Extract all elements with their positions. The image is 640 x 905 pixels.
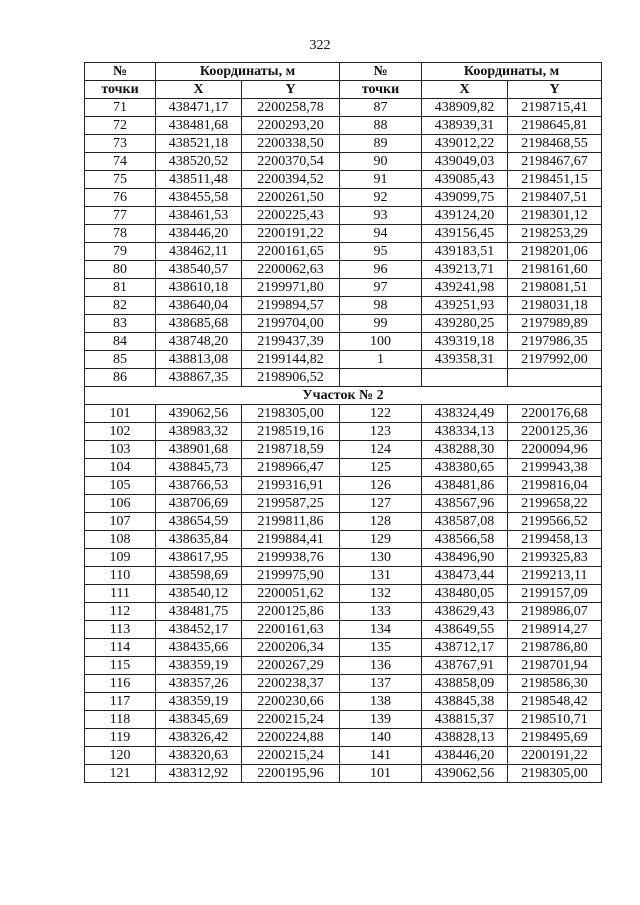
y-coordinate-cell: 2198305,00 <box>508 765 602 783</box>
x-coordinate-cell: 439183,51 <box>422 243 508 261</box>
point-number-cell: 139 <box>340 711 422 729</box>
y-coordinate-cell: 2198586,30 <box>508 675 602 693</box>
x-coordinate-cell: 438455,58 <box>156 189 242 207</box>
point-number-cell: 76 <box>85 189 156 207</box>
x-coordinate-cell: 438473,44 <box>422 567 508 585</box>
point-number-cell: 104 <box>85 459 156 477</box>
point-number-cell <box>340 369 422 387</box>
x-coordinate-cell: 438446,20 <box>422 747 508 765</box>
section-1-body <box>85 99 602 387</box>
x-coordinate-cell: 438461,53 <box>156 207 242 225</box>
point-number-cell: 119 <box>85 729 156 747</box>
y-coordinate-cell: 2200161,63 <box>242 621 340 639</box>
point-number-cell: 129 <box>340 531 422 549</box>
y-coordinate-cell: 2200125,36 <box>508 423 602 441</box>
coordinates-header-2: Координаты, м <box>422 63 602 81</box>
point-number-cell: 113 <box>85 621 156 639</box>
table-row <box>85 693 602 711</box>
x-coordinate-cell: 438481,75 <box>156 603 242 621</box>
x-coordinate-cell: 438288,30 <box>422 441 508 459</box>
table-row <box>85 243 602 261</box>
section-title: Участок № 2 <box>85 387 602 405</box>
x-coordinate-cell: 438540,57 <box>156 261 242 279</box>
y-coordinate-cell <box>508 369 602 387</box>
y-coordinate-cell: 2200267,29 <box>242 657 340 675</box>
point-number-cell: 117 <box>85 693 156 711</box>
y-coordinate-cell: 2199458,13 <box>508 531 602 549</box>
y-coordinate-cell: 2198718,59 <box>242 441 340 459</box>
y-coordinate-cell: 2198786,80 <box>508 639 602 657</box>
point-number-cell: 141 <box>340 747 422 765</box>
point-number-cell: 126 <box>340 477 422 495</box>
y-coordinate-cell: 2199316,91 <box>242 477 340 495</box>
x-coordinate-cell <box>422 369 508 387</box>
y-coordinate-cell: 2200261,50 <box>242 189 340 207</box>
y-coordinate-cell: 2200225,43 <box>242 207 340 225</box>
x-coordinate-cell: 438540,12 <box>156 585 242 603</box>
y-coordinate-cell: 2199971,80 <box>242 279 340 297</box>
x-coordinate-cell: 438480,05 <box>422 585 508 603</box>
table-row <box>85 189 602 207</box>
x-coordinate-cell: 439251,93 <box>422 297 508 315</box>
point-number-cell: 101 <box>340 765 422 783</box>
x-coordinate-cell: 438649,55 <box>422 621 508 639</box>
point-number-cell: 103 <box>85 441 156 459</box>
point-number-cell: 98 <box>340 297 422 315</box>
x-coordinate-cell: 438521,18 <box>156 135 242 153</box>
table-row <box>85 495 602 513</box>
table-row <box>85 549 602 567</box>
x-coordinate-cell: 438858,09 <box>422 675 508 693</box>
point-number-cell: 136 <box>340 657 422 675</box>
y-coordinate-cell: 2198468,55 <box>508 135 602 153</box>
x-coordinate-cell: 438380,65 <box>422 459 508 477</box>
y-coordinate-cell: 2197986,35 <box>508 333 602 351</box>
y-coordinate-cell: 2197989,89 <box>508 315 602 333</box>
table-row <box>85 675 602 693</box>
point-number-cell: 80 <box>85 261 156 279</box>
table-row <box>85 765 602 783</box>
x-coordinate-cell: 438566,58 <box>422 531 508 549</box>
table-row <box>85 171 602 189</box>
y-coordinate-cell: 2199816,04 <box>508 477 602 495</box>
point-number-cell: 74 <box>85 153 156 171</box>
y-coordinate-cell: 2198701,94 <box>508 657 602 675</box>
point-number-cell: 111 <box>85 585 156 603</box>
point-number-cell: 105 <box>85 477 156 495</box>
table-row <box>85 513 602 531</box>
x-coordinate-cell: 438901,68 <box>156 441 242 459</box>
table-row <box>85 531 602 549</box>
table-row <box>85 639 602 657</box>
x-coordinate-cell: 438983,32 <box>156 423 242 441</box>
x-coordinate-cell: 438320,63 <box>156 747 242 765</box>
y-coordinate-cell: 2200215,24 <box>242 711 340 729</box>
x-coordinate-cell: 439099,75 <box>422 189 508 207</box>
table-row <box>85 261 602 279</box>
point-number-cell: 125 <box>340 459 422 477</box>
y-coordinate-cell: 2198510,71 <box>508 711 602 729</box>
x-coordinate-cell: 439012,22 <box>422 135 508 153</box>
x-coordinate-cell: 438598,69 <box>156 567 242 585</box>
point-number-cell: 96 <box>340 261 422 279</box>
y-coordinate-cell: 2200394,52 <box>242 171 340 189</box>
x-coordinate-cell: 438462,11 <box>156 243 242 261</box>
y-coordinate-cell: 2199704,00 <box>242 315 340 333</box>
y-coordinate-cell: 2200094,96 <box>508 441 602 459</box>
y-coordinate-cell: 2199325,83 <box>508 549 602 567</box>
x-coordinate-cell: 438481,86 <box>422 477 508 495</box>
x-coordinate-cell: 439049,03 <box>422 153 508 171</box>
point-number-cell: 120 <box>85 747 156 765</box>
table-row <box>85 279 602 297</box>
table-row <box>85 135 602 153</box>
x-coordinate-cell: 439085,43 <box>422 171 508 189</box>
point-number-cell: 99 <box>340 315 422 333</box>
point-number-header-bottom-2: точки <box>340 81 422 99</box>
point-number-cell: 86 <box>85 369 156 387</box>
x-coordinate-cell: 438511,48 <box>156 171 242 189</box>
y-coordinate-cell: 2199157,09 <box>508 585 602 603</box>
x-coordinate-cell: 439156,45 <box>422 225 508 243</box>
point-number-cell: 91 <box>340 171 422 189</box>
x-coordinate-cell: 438481,68 <box>156 117 242 135</box>
point-number-cell: 84 <box>85 333 156 351</box>
x-coordinate-cell: 438629,43 <box>422 603 508 621</box>
point-number-cell: 135 <box>340 639 422 657</box>
y-coordinate-cell: 2197992,00 <box>508 351 602 369</box>
x-coordinate-cell: 438345,69 <box>156 711 242 729</box>
y-coordinate-cell: 2200215,24 <box>242 747 340 765</box>
y-coordinate-cell: 2198081,51 <box>508 279 602 297</box>
section-2-title-row-group <box>85 387 602 405</box>
point-number-cell: 1 <box>340 351 422 369</box>
point-number-cell: 89 <box>340 135 422 153</box>
table-row <box>85 225 602 243</box>
point-number-cell: 101 <box>85 405 156 423</box>
point-number-cell: 118 <box>85 711 156 729</box>
y-header: Y <box>242 81 340 99</box>
x-coordinate-cell: 438496,90 <box>422 549 508 567</box>
point-number-cell: 95 <box>340 243 422 261</box>
table-row <box>85 369 602 387</box>
y-coordinate-cell: 2200051,62 <box>242 585 340 603</box>
section-title-row <box>85 387 602 405</box>
x-coordinate-cell: 439241,98 <box>422 279 508 297</box>
point-number-cell: 133 <box>340 603 422 621</box>
y-coordinate-cell: 2199975,90 <box>242 567 340 585</box>
x-coordinate-cell: 438766,53 <box>156 477 242 495</box>
y-coordinate-cell: 2200176,68 <box>508 405 602 423</box>
x-coordinate-cell: 438767,91 <box>422 657 508 675</box>
y-coordinate-cell: 2200338,50 <box>242 135 340 153</box>
x-coordinate-cell: 438326,42 <box>156 729 242 747</box>
table-row <box>85 99 602 117</box>
y-coordinate-cell: 2199894,57 <box>242 297 340 315</box>
y-coordinate-cell: 2200258,78 <box>242 99 340 117</box>
point-number-cell: 83 <box>85 315 156 333</box>
x-coordinate-cell: 439062,56 <box>422 765 508 783</box>
point-number-cell: 116 <box>85 675 156 693</box>
point-number-header-top-2: № <box>340 63 422 81</box>
point-number-cell: 140 <box>340 729 422 747</box>
x-coordinate-cell: 439319,18 <box>422 333 508 351</box>
y-header-2: Y <box>508 81 602 99</box>
table-row <box>85 747 602 765</box>
point-number-cell: 138 <box>340 693 422 711</box>
x-coordinate-cell: 438748,20 <box>156 333 242 351</box>
table-row <box>85 297 602 315</box>
point-number-cell: 90 <box>340 153 422 171</box>
x-coordinate-cell: 438813,08 <box>156 351 242 369</box>
point-number-cell: 73 <box>85 135 156 153</box>
point-number-cell: 115 <box>85 657 156 675</box>
y-coordinate-cell: 2200206,34 <box>242 639 340 657</box>
y-coordinate-cell: 2199658,22 <box>508 495 602 513</box>
x-coordinate-cell: 438567,96 <box>422 495 508 513</box>
y-coordinate-cell: 2198253,29 <box>508 225 602 243</box>
x-coordinate-cell: 438471,17 <box>156 99 242 117</box>
point-number-cell: 108 <box>85 531 156 549</box>
point-number-cell: 131 <box>340 567 422 585</box>
x-coordinate-cell: 438435,66 <box>156 639 242 657</box>
x-coordinate-cell: 438324,49 <box>422 405 508 423</box>
y-coordinate-cell: 2198914,27 <box>508 621 602 639</box>
y-coordinate-cell: 2200370,54 <box>242 153 340 171</box>
point-number-cell: 107 <box>85 513 156 531</box>
point-number-cell: 134 <box>340 621 422 639</box>
point-number-cell: 102 <box>85 423 156 441</box>
point-number-cell: 121 <box>85 765 156 783</box>
x-coordinate-cell: 438312,92 <box>156 765 242 783</box>
y-coordinate-cell: 2198305,00 <box>242 405 340 423</box>
table-row <box>85 567 602 585</box>
point-number-cell: 82 <box>85 297 156 315</box>
point-number-cell: 92 <box>340 189 422 207</box>
point-number-cell: 128 <box>340 513 422 531</box>
point-number-cell: 87 <box>340 99 422 117</box>
x-coordinate-cell: 438359,19 <box>156 693 242 711</box>
section-2-body <box>85 405 602 783</box>
point-number-cell: 75 <box>85 171 156 189</box>
y-coordinate-cell: 2199943,38 <box>508 459 602 477</box>
point-number-cell: 94 <box>340 225 422 243</box>
x-coordinate-cell: 438939,31 <box>422 117 508 135</box>
y-coordinate-cell: 2198519,16 <box>242 423 340 441</box>
y-coordinate-cell: 2199144,82 <box>242 351 340 369</box>
point-number-cell: 81 <box>85 279 156 297</box>
y-coordinate-cell: 2200191,22 <box>508 747 602 765</box>
point-number-cell: 112 <box>85 603 156 621</box>
x-coordinate-cell: 439358,31 <box>422 351 508 369</box>
x-coordinate-cell: 438587,08 <box>422 513 508 531</box>
y-coordinate-cell: 2198548,42 <box>508 693 602 711</box>
x-coordinate-cell: 438610,18 <box>156 279 242 297</box>
y-coordinate-cell: 2198301,12 <box>508 207 602 225</box>
y-coordinate-cell: 2198715,41 <box>508 99 602 117</box>
point-number-cell: 88 <box>340 117 422 135</box>
x-coordinate-cell: 438867,35 <box>156 369 242 387</box>
y-coordinate-cell: 2198495,69 <box>508 729 602 747</box>
y-coordinate-cell: 2199884,41 <box>242 531 340 549</box>
y-coordinate-cell: 2199437,39 <box>242 333 340 351</box>
y-coordinate-cell: 2198201,06 <box>508 243 602 261</box>
point-number-header-bottom: точки <box>85 81 156 99</box>
y-coordinate-cell: 2198031,18 <box>508 297 602 315</box>
y-coordinate-cell: 2198161,60 <box>508 261 602 279</box>
x-coordinate-cell: 438685,68 <box>156 315 242 333</box>
y-coordinate-cell: 2199811,86 <box>242 513 340 531</box>
page-number: 322 <box>309 38 331 53</box>
y-coordinate-cell: 2200293,20 <box>242 117 340 135</box>
y-coordinate-cell: 2198986,07 <box>508 603 602 621</box>
x-coordinate-cell: 438446,20 <box>156 225 242 243</box>
y-coordinate-cell: 2199938,76 <box>242 549 340 567</box>
point-number-cell: 72 <box>85 117 156 135</box>
y-coordinate-cell: 2198906,52 <box>242 369 340 387</box>
x-coordinate-cell: 438654,59 <box>156 513 242 531</box>
table-row <box>85 117 602 135</box>
y-coordinate-cell: 2199213,11 <box>508 567 602 585</box>
x-coordinate-cell: 438828,13 <box>422 729 508 747</box>
y-coordinate-cell: 2200224,88 <box>242 729 340 747</box>
x-coordinate-cell: 438452,17 <box>156 621 242 639</box>
y-coordinate-cell: 2198467,67 <box>508 153 602 171</box>
point-number-cell: 137 <box>340 675 422 693</box>
table-row <box>85 459 602 477</box>
x-coordinate-cell: 439124,20 <box>422 207 508 225</box>
x-coordinate-cell: 438617,95 <box>156 549 242 567</box>
table-row <box>85 315 602 333</box>
point-number-cell: 79 <box>85 243 156 261</box>
table-row <box>85 585 602 603</box>
point-number-cell: 71 <box>85 99 156 117</box>
point-number-cell: 132 <box>340 585 422 603</box>
y-coordinate-cell: 2200161,65 <box>242 243 340 261</box>
table-row <box>85 711 602 729</box>
x-header-2: X <box>422 81 508 99</box>
table-row <box>85 729 602 747</box>
point-number-cell: 124 <box>340 441 422 459</box>
point-number-cell: 97 <box>340 279 422 297</box>
y-coordinate-cell: 2198645,81 <box>508 117 602 135</box>
x-header: X <box>156 81 242 99</box>
point-number-cell: 114 <box>85 639 156 657</box>
point-number-cell: 78 <box>85 225 156 243</box>
table-row <box>85 207 602 225</box>
point-number-cell: 123 <box>340 423 422 441</box>
y-coordinate-cell: 2200191,22 <box>242 225 340 243</box>
x-coordinate-cell: 438359,19 <box>156 657 242 675</box>
x-coordinate-cell: 438520,52 <box>156 153 242 171</box>
point-number-cell: 85 <box>85 351 156 369</box>
y-coordinate-cell: 2200238,37 <box>242 675 340 693</box>
x-coordinate-cell: 438334,13 <box>422 423 508 441</box>
x-coordinate-cell: 438909,82 <box>422 99 508 117</box>
point-number-cell: 110 <box>85 567 156 585</box>
point-number-cell: 109 <box>85 549 156 567</box>
x-coordinate-cell: 438357,26 <box>156 675 242 693</box>
x-coordinate-cell: 438640,04 <box>156 297 242 315</box>
point-number-header-top: № <box>85 63 156 81</box>
y-coordinate-cell: 2198966,47 <box>242 459 340 477</box>
y-coordinate-cell: 2198407,51 <box>508 189 602 207</box>
coordinates-table <box>84 62 602 783</box>
x-coordinate-cell: 438706,69 <box>156 495 242 513</box>
x-coordinate-cell: 439213,71 <box>422 261 508 279</box>
x-coordinate-cell: 439280,25 <box>422 315 508 333</box>
y-coordinate-cell: 2199566,52 <box>508 513 602 531</box>
coordinates-header: Координаты, м <box>156 63 340 81</box>
point-number-cell: 93 <box>340 207 422 225</box>
y-coordinate-cell: 2200125,86 <box>242 603 340 621</box>
y-coordinate-cell: 2200062,63 <box>242 261 340 279</box>
point-number-cell: 106 <box>85 495 156 513</box>
table-row <box>85 657 602 675</box>
x-coordinate-cell: 438635,84 <box>156 531 242 549</box>
point-number-cell: 127 <box>340 495 422 513</box>
table-row <box>85 153 602 171</box>
y-coordinate-cell: 2200195,96 <box>242 765 340 783</box>
x-coordinate-cell: 438845,73 <box>156 459 242 477</box>
x-coordinate-cell: 438845,38 <box>422 693 508 711</box>
table-header <box>85 63 602 99</box>
x-coordinate-cell: 438712,17 <box>422 639 508 657</box>
point-number-cell: 77 <box>85 207 156 225</box>
y-coordinate-cell: 2199587,25 <box>242 495 340 513</box>
point-number-cell: 130 <box>340 549 422 567</box>
table-row <box>85 351 602 369</box>
y-coordinate-cell: 2198451,15 <box>508 171 602 189</box>
table-row <box>85 333 602 351</box>
table-row <box>85 621 602 639</box>
table-row <box>85 423 602 441</box>
y-coordinate-cell: 2200230,66 <box>242 693 340 711</box>
x-coordinate-cell: 438815,37 <box>422 711 508 729</box>
table-row <box>85 441 602 459</box>
table-row <box>85 603 602 621</box>
x-coordinate-cell: 439062,56 <box>156 405 242 423</box>
point-number-cell: 122 <box>340 405 422 423</box>
table-row <box>85 405 602 423</box>
point-number-cell: 100 <box>340 333 422 351</box>
table-row <box>85 477 602 495</box>
